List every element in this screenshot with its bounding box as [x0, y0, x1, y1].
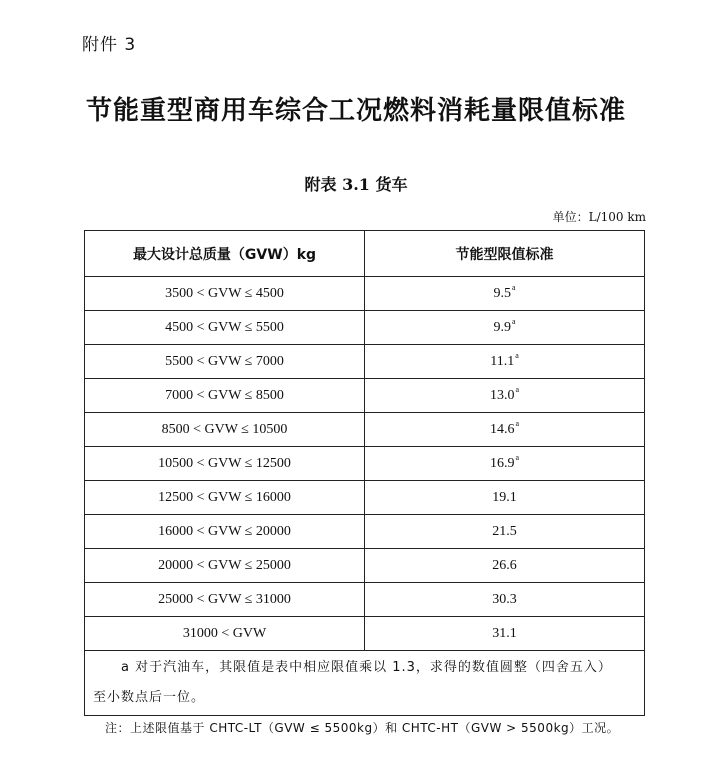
limit-value: 21.5	[492, 523, 517, 539]
limit-value: 19.1	[492, 489, 517, 505]
footnote-cell	[85, 651, 645, 716]
footnote-line-2: 至小数点后一位。	[93, 690, 206, 705]
limit-value: 26.6	[492, 557, 517, 573]
limit-value: 31.1	[492, 625, 517, 641]
gvw-range-cell: 12500 < GVW ≤ 16000	[85, 481, 365, 515]
table-row	[85, 617, 645, 651]
footnote-line-1: a 对于汽油车，其限值是表中相应限值乘以 1.3，求得的数值圆整（四舍五入）	[121, 660, 612, 675]
header-gvw: 最大设计总质量（GVW）kg	[85, 231, 365, 277]
gvw-range-cell: 4500 < GVW ≤ 5500	[85, 311, 365, 345]
limit-value: 9.9	[493, 319, 511, 335]
limit-value-cell	[365, 413, 645, 447]
gvw-range-cell: 20000 < GVW ≤ 25000	[85, 549, 365, 583]
table-row	[85, 277, 645, 311]
page-title: 节能重型商用车综合工况燃料消耗量限值标准	[85, 96, 626, 126]
gasoline-footnote-mark: a	[515, 384, 520, 394]
limit-value: 14.6	[489, 421, 515, 437]
gvw-range-cell: 16000 < GVW ≤ 20000	[85, 515, 365, 549]
bottom-note: 注：上述限值基于 CHTC-LT（GVW ≤ 5500kg）和 CHTC-HT（GVW > 5500kg）工况。	[105, 721, 620, 735]
table-row	[85, 583, 645, 617]
table-row	[85, 447, 645, 481]
limit-value: 13.0	[489, 387, 515, 403]
gvw-range-cell: 8500 < GVW ≤ 10500	[85, 413, 365, 447]
limit-value-cell	[365, 311, 645, 345]
limit-value-cell	[365, 277, 645, 311]
limit-value: 16.9	[489, 455, 515, 471]
gvw-range-cell: 3500 < GVW ≤ 4500	[85, 277, 365, 311]
table-row	[85, 515, 645, 549]
limit-value-cell	[365, 549, 645, 583]
limit-value-cell	[365, 447, 645, 481]
limit-value-cell	[365, 345, 645, 379]
gasoline-footnote-mark: a	[515, 350, 519, 360]
attachment-label: 附件 3	[82, 35, 137, 55]
header-limit: 节能型限值标准	[365, 231, 645, 277]
limit-value: 30.3	[492, 591, 517, 607]
limit-value-cell	[365, 481, 645, 515]
gasoline-footnote-mark: a	[511, 316, 516, 326]
table-row	[85, 549, 645, 583]
unit-label: 单位：L/100 km	[552, 210, 646, 224]
gvw-range-cell: 25000 < GVW ≤ 31000	[85, 583, 365, 617]
table-row	[85, 379, 645, 413]
gvw-range-cell: 5500 < GVW ≤ 7000	[85, 345, 365, 379]
gasoline-footnote-mark: a	[515, 452, 520, 462]
limit-value: 9.5	[493, 285, 511, 301]
table-row	[85, 481, 645, 515]
limit-value-cell	[365, 515, 645, 549]
table-row	[85, 413, 645, 447]
table-title: 附表 3.1 货车	[304, 175, 408, 194]
footnote-row	[85, 651, 645, 716]
table-row	[85, 311, 645, 345]
limit-value-cell	[365, 617, 645, 651]
gvw-range-cell: 31000 < GVW	[85, 617, 365, 651]
table-header-row	[85, 231, 645, 277]
limits-table	[84, 230, 645, 716]
limit-value-cell	[365, 379, 645, 413]
limit-value: 11.1	[490, 353, 515, 369]
table-row	[85, 345, 645, 379]
gvw-range-cell: 7000 < GVW ≤ 8500	[85, 379, 365, 413]
gasoline-footnote-mark: a	[515, 418, 520, 428]
gvw-range-cell: 10500 < GVW ≤ 12500	[85, 447, 365, 481]
limit-value-cell	[365, 583, 645, 617]
gasoline-footnote-mark: a	[511, 282, 516, 292]
